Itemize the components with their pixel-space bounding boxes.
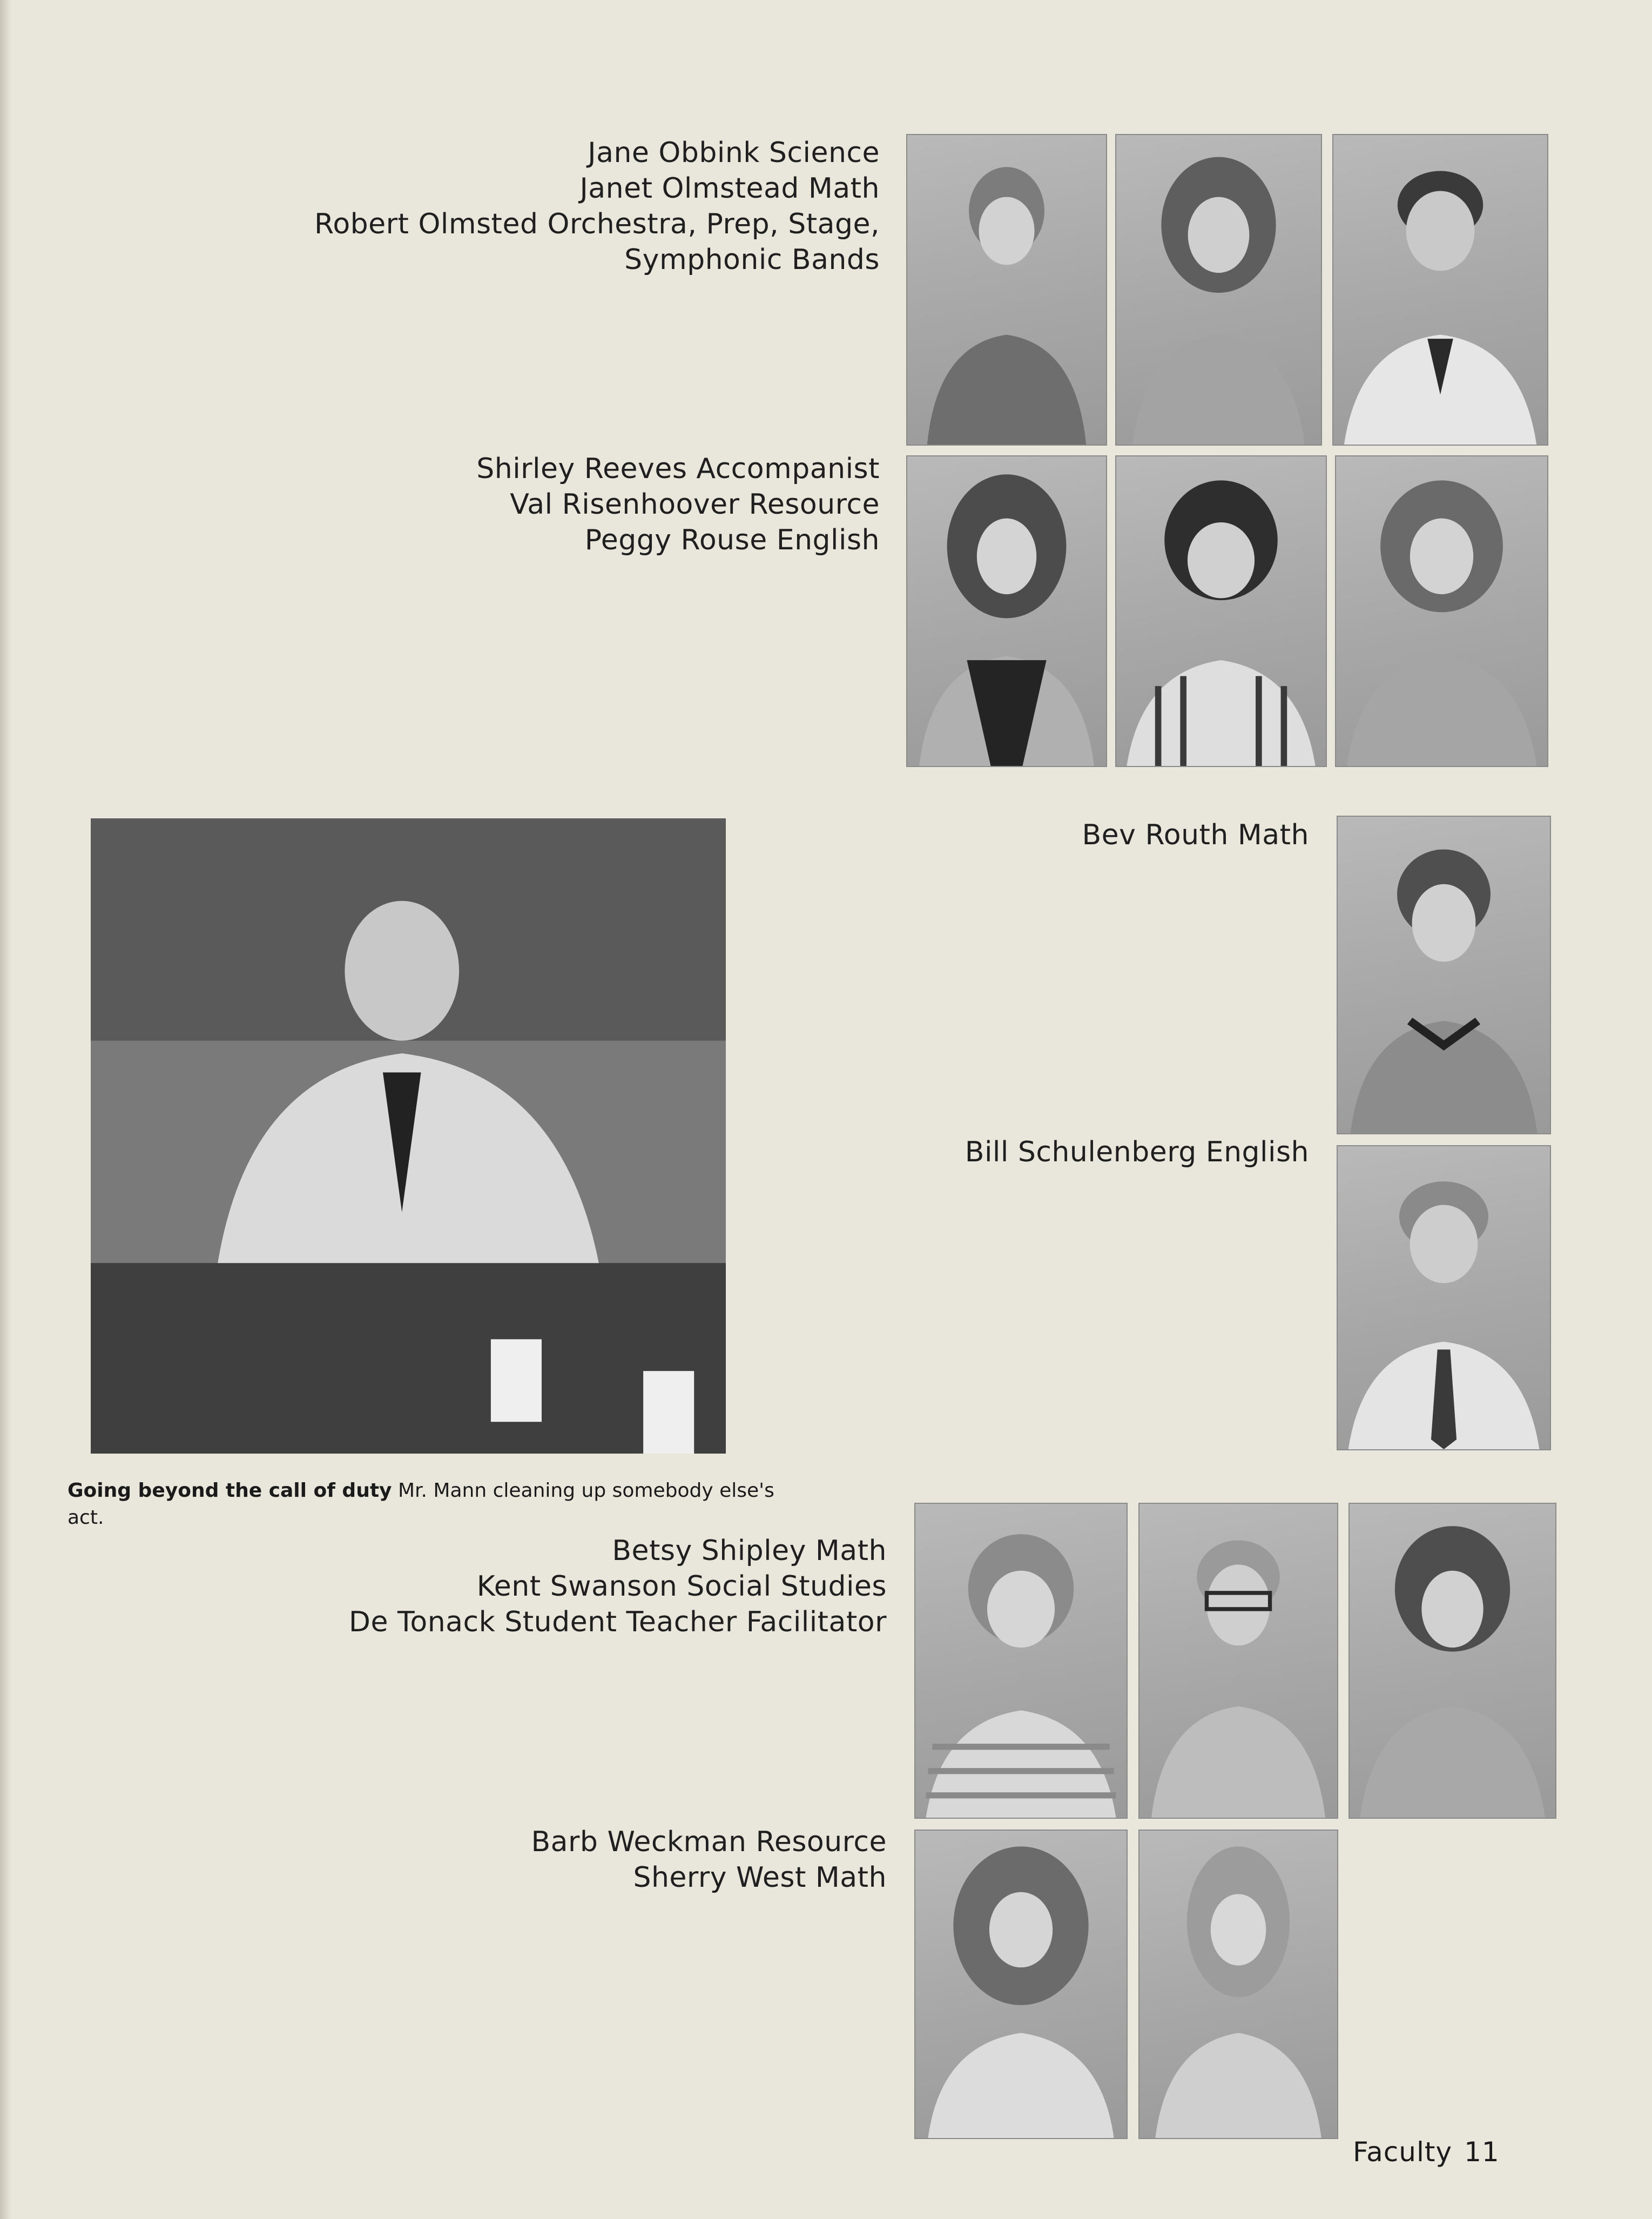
portrait-photo xyxy=(1337,816,1551,1134)
page-folio xyxy=(1353,2136,1512,2168)
portrait-photo xyxy=(1115,455,1327,767)
faculty-name-line: Barb Weckman Resource xyxy=(531,1826,887,1858)
faculty-caption-group-5 xyxy=(349,1533,887,1640)
candid-photo xyxy=(91,818,726,1454)
portrait-photo xyxy=(914,1503,1128,1819)
portrait-photo xyxy=(906,134,1107,446)
portrait-photo xyxy=(914,1830,1128,2139)
faculty-caption-group-6 xyxy=(531,1824,887,1895)
faculty-name-line: Sherry West Math xyxy=(633,1861,887,1894)
faculty-name-line: Val Risenhoover Resource xyxy=(510,488,880,521)
section-name: Faculty xyxy=(1353,2136,1453,2168)
page-number: 11 xyxy=(1464,2136,1500,2168)
faculty-name-line: Symphonic Bands xyxy=(624,244,880,276)
faculty-caption-group-1 xyxy=(314,135,880,278)
faculty-name-line: Bill Schulenberg English xyxy=(965,1136,1309,1168)
page-spine-shadow xyxy=(0,0,12,2219)
faculty-name-line: Janet Olmstead Math xyxy=(579,172,880,205)
portrait-photo xyxy=(1115,134,1322,446)
portrait-photo xyxy=(1335,455,1548,767)
faculty-name-line: Peggy Rouse English xyxy=(584,524,880,556)
faculty-name-line: Robert Olmsted Orchestra, Prep, Stage, xyxy=(314,208,880,240)
caption-headline: Going beyond the call of duty xyxy=(68,1480,392,1502)
faculty-name-line: Kent Swanson Social Studies xyxy=(476,1570,887,1603)
faculty-name-line: De Tonack Student Teacher Facilitator xyxy=(348,1606,887,1638)
faculty-name-line: Jane Obbink Science xyxy=(588,137,880,169)
portrait-photo xyxy=(1348,1503,1556,1819)
caption-text: Mr. Mann cleaning up somebody else's act. xyxy=(68,1480,774,1529)
portrait-photo xyxy=(1337,1145,1551,1450)
faculty-name-line: Betsy Shipley Math xyxy=(612,1535,887,1567)
portrait-photo xyxy=(1138,1830,1338,2139)
faculty-caption-group-2 xyxy=(476,451,880,558)
portrait-photo xyxy=(1332,134,1548,446)
portrait-photo xyxy=(1138,1503,1338,1819)
faculty-caption-group-3 xyxy=(1082,817,1310,853)
faculty-name-line: Bev Routh Math xyxy=(1082,819,1309,851)
portrait-photo xyxy=(906,455,1107,767)
faculty-caption-group-4 xyxy=(965,1134,1309,1170)
candid-photo-caption xyxy=(68,1477,813,1531)
faculty-name-line: Shirley Reeves Accompanist xyxy=(476,453,880,485)
